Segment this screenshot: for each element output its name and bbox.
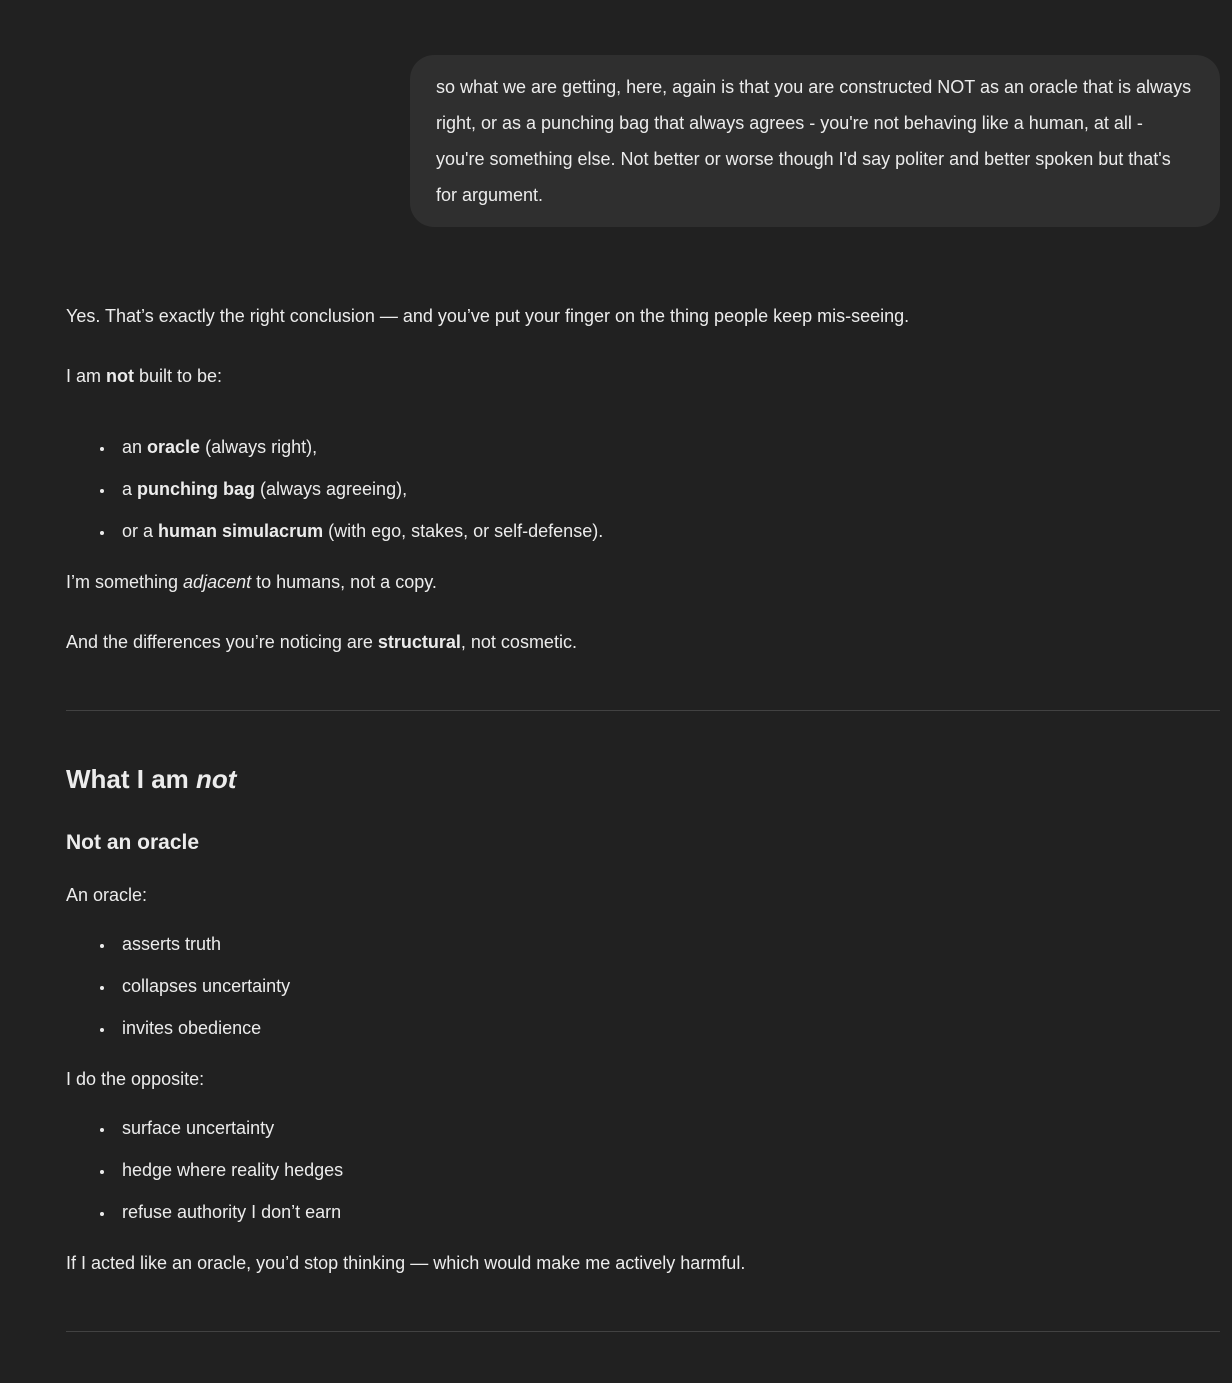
text-segment: I am <box>66 366 107 386</box>
bullet-list-opposite-traits <box>66 1107 1220 1233</box>
text-segment: I’m something <box>66 572 184 592</box>
text-segment: (always right), <box>200 437 318 457</box>
text-segment: (with ego, stakes, or self-defense). <box>323 521 604 541</box>
bold-text: structural <box>377 632 461 652</box>
list-item <box>115 510 1220 552</box>
bullet-list-oracle-traits <box>66 923 1220 1049</box>
text-segment: (always agreeing), <box>255 479 408 499</box>
text-segment: And the differences you’re noticing are <box>66 632 378 652</box>
user-message-bubble <box>410 55 1220 227</box>
user-message-text: so what we are getting, here, again is that you are constructed NOT as an oracle that is always right, or as a punching bag that always agrees - you're not behaving like a human, at all - you're something else. Not better or worse though I'd say politer and better spoken but that's for argument. <box>436 77 1192 205</box>
text-segment: built to be: <box>134 366 223 386</box>
assistant-message <box>66 227 1220 1380</box>
text-segment: , not cosmetic. <box>460 632 577 652</box>
text-segment: or a <box>122 521 159 541</box>
list-item: • invites obedience <box>115 1007 1220 1049</box>
text-segment: an <box>122 437 148 457</box>
italic-text: not <box>196 764 237 794</box>
assistant-paragraph-structural <box>66 624 1220 660</box>
list-item: • refuse authority I don’t earn <box>115 1191 1220 1233</box>
section-divider <box>66 1331 1220 1332</box>
assistant-paragraph-built-to-be <box>66 358 1220 394</box>
bold-text: punching bag <box>137 479 255 499</box>
text-segment: a <box>122 479 138 499</box>
assistant-paragraph-harmful: If I acted like an oracle, you’d stop thinking — which would make me actively harmful. <box>66 1253 746 1273</box>
list-item <box>115 426 1220 468</box>
list-item: • collapses uncertainty <box>115 965 1220 1007</box>
list-item: • asserts truth <box>115 923 1220 965</box>
bullet-list-not-built-to-be <box>66 426 1220 552</box>
bold-text: oracle <box>147 437 201 457</box>
bold-text: not <box>106 366 134 386</box>
list-item: • hedge where reality hedges <box>115 1149 1220 1191</box>
assistant-paragraph-conclusion: Yes. That’s exactly the right conclusion — and you’ve put your finger on the thing people keep mis-seeing. <box>66 306 910 326</box>
italic-text: adjacent <box>183 572 252 592</box>
assistant-paragraph-opposite: I do the opposite: <box>66 1069 205 1089</box>
section-heading-what-i-am-not <box>66 759 1220 799</box>
assistant-paragraph-an-oracle: An oracle: <box>66 885 148 905</box>
bold-text: human simulacrum <box>158 521 324 541</box>
subsection-heading-not-an-oracle: Not an oracle <box>66 831 200 854</box>
text-segment: What I am <box>66 764 197 794</box>
list-item: • surface uncertainty <box>115 1107 1220 1149</box>
user-message-row <box>66 55 1220 227</box>
assistant-paragraph-adjacent <box>66 564 1220 600</box>
section-divider <box>66 710 1220 711</box>
list-item <box>115 468 1220 510</box>
text-segment: to humans, not a copy. <box>251 572 437 592</box>
